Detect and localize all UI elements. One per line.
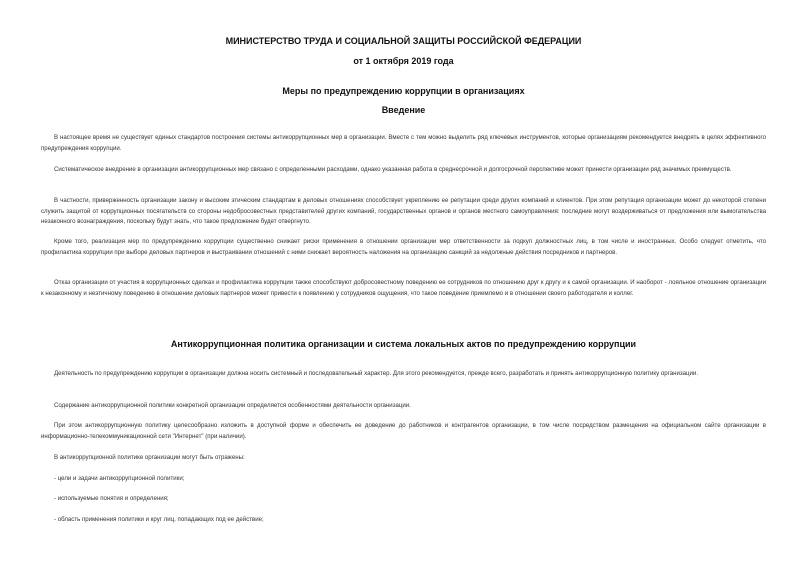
- intro-paragraph-3: В частности, приверженность организации закону и высоким этическим стандартам в деловых отношениях способствует укреплению ее репутации среди других компаний и клиентов. При этом репутация организации может до некоторой степени служить защитой от коррупционных посягательств со стороны недобросовестных представителей других компаний, государственных органов и органов местного самоуправления: последние могут воздерживаться от предложения или вымогательства незаконного вознаграждения, поскольку будут знать, что такое предложение будет отвергнуто.: [41, 197, 766, 226]
- section-paragraph-1: Деятельность по предупреждению коррупции в организации должна носить системный и последовательный характер. Для этого рекомендуется, прежде всего, разработать и принять антикоррупционную политику организации.: [54, 370, 699, 377]
- section-paragraph-3: При этом антикоррупционную политику целесообразно изложить в доступной форме и обеспечить ее доведение до работников и контрагентов организации, в том числе посредством размещения на официальном сайте организации в информационно-телекоммуникационной сети "Интернет" (при наличии).: [41, 422, 766, 440]
- list-item: - используемые понятия и определения;: [54, 495, 169, 502]
- list-item: - цели и задачи антикоррупционной политики;: [54, 475, 185, 482]
- document-date: от 1 октября 2019 года: [353, 56, 454, 66]
- section-paragraph-2: Содержание антикоррупционной политики конкретной организации определяется особенностями деятельности организации.: [54, 402, 411, 409]
- intro-heading: Введение: [381, 105, 426, 115]
- list-item: - область применения политики и круг лиц, попадающих под ее действие;: [54, 516, 264, 523]
- section-paragraph-4: В антикоррупционной политике организации могут быть отражены:: [54, 454, 245, 461]
- intro-paragraph-1: В настоящее время не существует единых стандартов построения системы антикоррупционных мер в организации. Вместе с тем можно выделить ряд ключевых инструментов, которые организациям рекомендуется внедрять в целях эффективного предупреждения коррупции.: [41, 134, 766, 152]
- intro-paragraph-5: Отказ организации от участия в коррупционных сделках и профилактика коррупции также способствуют добросовестному поведению ее сотрудников по отношению друг к другу и к самой организации. И наоборот - лояльное отношение организации к незаконному и неэтичному поведению в отношении деловых партнеров может привести к появлению у сотрудников ощущения, что такое поведение приемлемо и в отношении своего работодателя и коллег.: [41, 279, 766, 297]
- document-title: Меры по предупреждению коррупции в организациях: [282, 86, 525, 96]
- ministry-heading: МИНИСТЕРСТВО ТРУДА И СОЦИАЛЬНОЙ ЗАЩИТЫ РОССИЙСКОЙ ФЕДЕРАЦИИ: [225, 36, 582, 46]
- section-heading: Антикоррупционная политика организации и система локальных актов по предупреждению коррупции: [170, 339, 637, 349]
- intro-paragraph-4: Кроме того, реализация мер по предупреждению коррупции существенно снижает риски применения в отношении организации мер ответственности за подкуп должностных лиц, в том числе и иностранных. Особо следует отметить, что профилактика коррупции при выборе деловых партнеров и выстраивании отношений с ними снижает вероятность наложения на организацию санкций за недолжные действия посредников и партнеров.: [41, 238, 766, 256]
- intro-paragraph-2: Систематическое внедрение в организации антикоррупционных мер связано с определенными расходами, однако указанная работа в среднесрочной и долгосрочной перспективе может принести организации ряд значимых преимуществ.: [54, 166, 732, 173]
